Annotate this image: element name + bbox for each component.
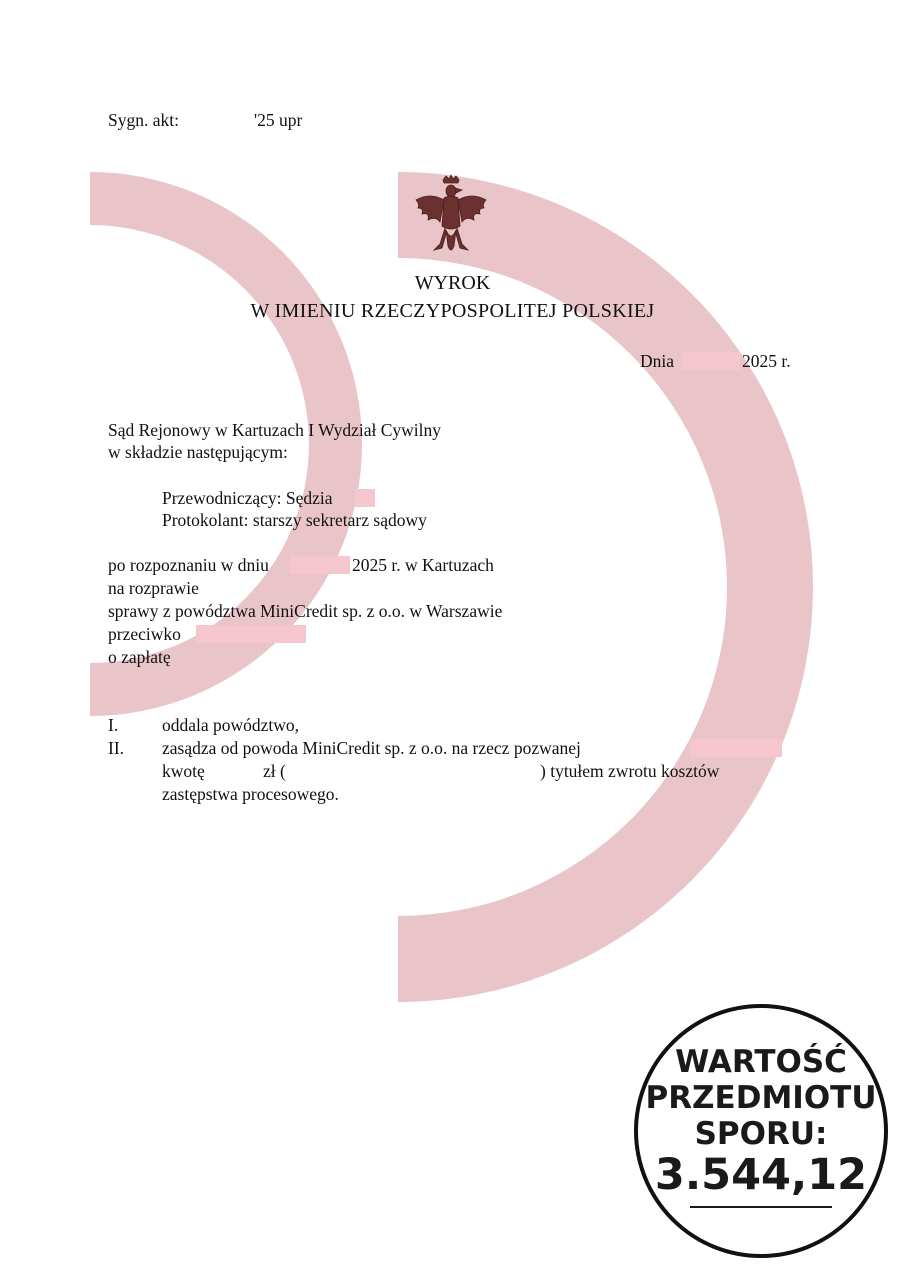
presiding-judge: Przewodniczący: Sędzia xyxy=(162,488,333,508)
case-subject: o zapłatę xyxy=(108,647,171,667)
hearing-date-prefix: po rozpoznaniu w dniu xyxy=(108,555,269,575)
date-prefix: Dnia xyxy=(640,351,675,371)
ruling-item-2-costs: ) tytułem zwrotu kosztów xyxy=(540,761,720,781)
badge-value: 3.544,12 xyxy=(654,1150,868,1200)
case-claimant: sprawy z powództwa MiniCredit sp. z o.o. w Warszawie xyxy=(108,601,503,621)
court-clerk: Protokolant: starszy sekretarz sądowy xyxy=(162,510,427,530)
dispute-value-badge xyxy=(634,1004,888,1258)
court-name: Sąd Rejonowy w Kartuzach I Wydział Cywilny xyxy=(108,420,441,440)
ruling-item-1-number: I. xyxy=(108,715,119,735)
redacted-date xyxy=(682,352,740,370)
ruling-item-2-amount-label: kwotę xyxy=(162,761,205,781)
signature-label: Sygn. akt: xyxy=(108,110,179,130)
hearing-date-suffix: 2025 r. w Kartuzach xyxy=(352,555,494,575)
judgment-title: WYROK xyxy=(414,272,491,294)
court-composition: w składzie następującym: xyxy=(108,442,288,462)
case-defendant-label: przeciwko xyxy=(108,624,181,644)
judgment-subtitle: W IMIENIU RZECZYPOSPOLITEJ POLSKIEJ xyxy=(250,300,655,322)
ruling-item-2-number: II. xyxy=(108,738,125,758)
badge-line-3: SPORU: xyxy=(694,1116,828,1152)
badge-line-1: WARTOŚĆ xyxy=(675,1044,847,1080)
redacted-judge-name xyxy=(355,489,375,507)
right-arc xyxy=(398,172,813,1002)
hearing-type: na rozprawie xyxy=(108,578,199,598)
ruling-item-2-currency: zł ( xyxy=(263,761,286,781)
polish-eagle-emblem-icon xyxy=(410,174,492,260)
ruling-item-1-text: oddala powództwo, xyxy=(162,715,300,735)
badge-underline xyxy=(690,1206,832,1208)
redacted-defendant xyxy=(196,625,306,643)
redacted-hearing-date xyxy=(290,556,350,574)
ruling-item-2-line-1: zasądza od powoda MiniCredit sp. z o.o. na rzecz pozwanej xyxy=(162,738,581,758)
redacted-defendant-name xyxy=(690,739,782,757)
signature-number: '25 upr xyxy=(254,110,303,130)
badge-line-2: PRZEDMIOTU xyxy=(645,1080,877,1116)
ruling-item-2-line-3: zastępstwa procesowego. xyxy=(162,784,339,804)
date-year: 2025 r. xyxy=(742,351,791,371)
